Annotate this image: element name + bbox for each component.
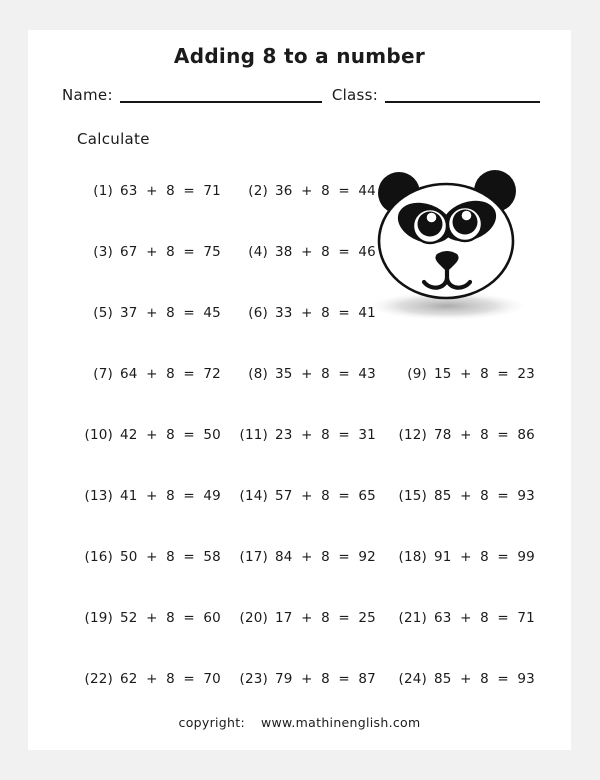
problem-cell bbox=[73, 182, 228, 200]
problem-cell bbox=[73, 426, 228, 444]
problem-expression: 38 + 8 = 46 bbox=[275, 244, 376, 260]
problem-expression: 91 + 8 = 99 bbox=[434, 549, 535, 565]
problem-expression: 35 + 8 = 43 bbox=[275, 366, 376, 382]
problem-number: (6) bbox=[248, 305, 268, 321]
name-label: Name: bbox=[62, 86, 113, 104]
problem-cell bbox=[228, 609, 387, 627]
problems-row bbox=[73, 243, 387, 261]
problem-expression: 50 + 8 = 58 bbox=[120, 549, 221, 565]
problems-row bbox=[73, 487, 535, 505]
problems-row bbox=[73, 304, 387, 322]
copyright-footer bbox=[28, 715, 571, 730]
problem-expression: 63 + 8 = 71 bbox=[120, 183, 221, 199]
problem-expression: 85 + 8 = 93 bbox=[434, 488, 535, 504]
problem-expression: 15 + 8 = 23 bbox=[434, 366, 535, 382]
problem-number: (11) bbox=[239, 427, 268, 443]
problem-expression: 17 + 8 = 25 bbox=[275, 610, 376, 626]
name-class-row bbox=[62, 86, 540, 104]
problems-row bbox=[73, 365, 535, 383]
problem-number: (22) bbox=[84, 671, 113, 687]
problems-row bbox=[73, 670, 535, 688]
problem-number: (14) bbox=[239, 488, 268, 504]
problem-expression: 63 + 8 = 71 bbox=[434, 610, 535, 626]
problem-expression: 78 + 8 = 86 bbox=[434, 427, 535, 443]
problem-expression: 37 + 8 = 45 bbox=[120, 305, 221, 321]
problem-cell bbox=[387, 426, 535, 444]
copyright-label: copyright: bbox=[178, 715, 245, 730]
problem-expression: 33 + 8 = 41 bbox=[275, 305, 376, 321]
problem-cell bbox=[228, 487, 387, 505]
problem-cell bbox=[228, 670, 387, 688]
problem-cell bbox=[228, 304, 387, 322]
problem-cell bbox=[387, 670, 535, 688]
problem-cell bbox=[73, 609, 228, 627]
problem-number: (13) bbox=[84, 488, 113, 504]
problem-expression: 67 + 8 = 75 bbox=[120, 244, 221, 260]
problem-expression: 57 + 8 = 65 bbox=[275, 488, 376, 504]
problems-row bbox=[73, 609, 535, 627]
problem-number: (9) bbox=[407, 366, 427, 382]
problem-number: (24) bbox=[398, 671, 427, 687]
problem-cell bbox=[387, 548, 535, 566]
problem-expression: 52 + 8 = 60 bbox=[120, 610, 221, 626]
problem-cell bbox=[387, 487, 535, 505]
problem-cell bbox=[228, 548, 387, 566]
problem-cell bbox=[73, 365, 228, 383]
problem-cell bbox=[228, 243, 387, 261]
problem-cell bbox=[387, 365, 535, 383]
problem-number: (8) bbox=[248, 366, 268, 382]
problem-expression: 84 + 8 = 92 bbox=[275, 549, 376, 565]
problem-cell bbox=[228, 365, 387, 383]
problem-number: (15) bbox=[398, 488, 427, 504]
name-blank-line bbox=[120, 89, 322, 103]
page-title: Adding 8 to a number bbox=[173, 44, 426, 68]
problem-expression: 79 + 8 = 87 bbox=[275, 671, 376, 687]
problem-number: (1) bbox=[93, 183, 113, 199]
problem-number: (12) bbox=[398, 427, 427, 443]
problem-number: (18) bbox=[398, 549, 427, 565]
class-label: Class: bbox=[331, 86, 379, 104]
problem-expression: 64 + 8 = 72 bbox=[120, 366, 221, 382]
problem-number: (23) bbox=[239, 671, 268, 687]
problem-number: (2) bbox=[248, 183, 268, 199]
problem-number: (19) bbox=[84, 610, 113, 626]
class-blank-line bbox=[385, 89, 540, 103]
problem-number: (5) bbox=[93, 305, 113, 321]
worksheet-page bbox=[28, 30, 571, 750]
problem-cell bbox=[73, 487, 228, 505]
panda-face-icon bbox=[368, 170, 528, 320]
problem-cell bbox=[73, 304, 228, 322]
problem-cell bbox=[228, 426, 387, 444]
problem-cell bbox=[228, 182, 387, 200]
problem-number: (7) bbox=[93, 366, 113, 382]
problem-number: (20) bbox=[239, 610, 268, 626]
problem-cell bbox=[73, 548, 228, 566]
problem-number: (16) bbox=[84, 549, 113, 565]
problem-expression: 36 + 8 = 44 bbox=[275, 183, 376, 199]
problem-number: (3) bbox=[93, 244, 113, 260]
problem-number: (4) bbox=[248, 244, 268, 260]
problem-number: (10) bbox=[84, 427, 113, 443]
problem-expression: 62 + 8 = 70 bbox=[120, 671, 221, 687]
problem-cell bbox=[73, 670, 228, 688]
problem-expression: 42 + 8 = 50 bbox=[120, 427, 221, 443]
problem-cell bbox=[73, 243, 228, 261]
problem-expression: 23 + 8 = 31 bbox=[275, 427, 376, 443]
problem-cell bbox=[387, 609, 535, 627]
problem-number: (17) bbox=[239, 549, 268, 565]
problems-row bbox=[73, 426, 535, 444]
website-text: www.mathinenglish.com bbox=[260, 715, 421, 730]
problems-row bbox=[73, 182, 387, 200]
problem-number: (21) bbox=[398, 610, 427, 626]
problem-expression: 41 + 8 = 49 bbox=[120, 488, 221, 504]
problem-expression: 85 + 8 = 93 bbox=[434, 671, 535, 687]
problems-row bbox=[73, 548, 535, 566]
instruction-label: Calculate bbox=[77, 130, 150, 148]
